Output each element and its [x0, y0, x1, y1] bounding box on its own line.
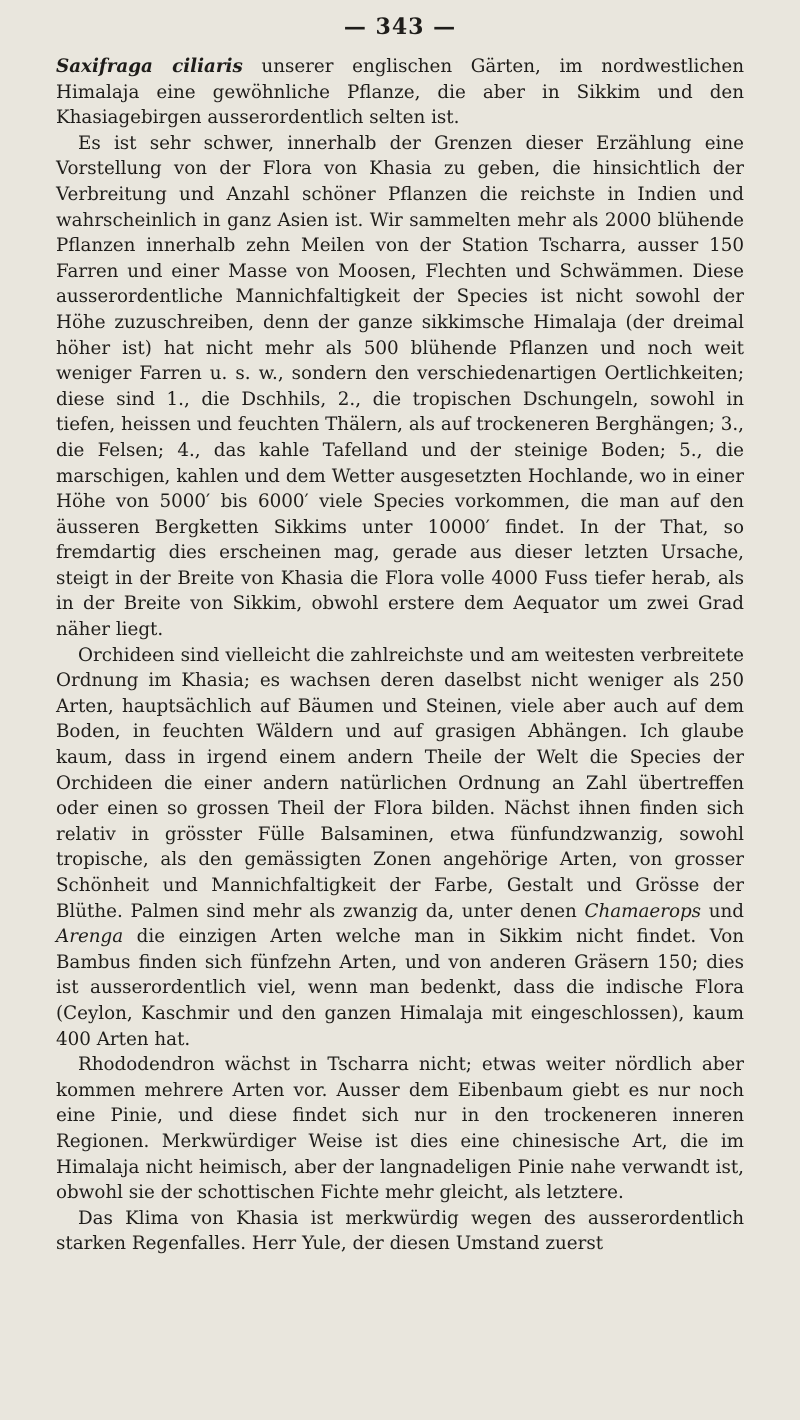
genus-arenga: Arenga [56, 926, 124, 948]
paragraph-flora [56, 131, 744, 643]
paragraph-saxifraga [56, 54, 744, 131]
paragraph-rhododendron [56, 1052, 744, 1206]
paragraph-text: Rhododendron wächst in Tscharra nicht; etwas weiter nördlich aber kommen mehrere Arten vor. Ausser dem Eibenbaum giebt es nur noch eine Pinie, und diese findet sich nur in den trockeneren inneren Regionen. Merkwürdiger Weise ist dies eine chinesische Art, die im Himalaja nicht heimisch, aber der langnadeligen Pinie nahe verwandt ist, obwohl sie der schottischen Fichte mehr gleicht, als letztere. [56, 1054, 744, 1204]
paragraph-text: unserer englischen Gärten, im nordwestlichen Himalaja eine gewöhnliche Pflanze, die aber in Sikkim und den Khasiagebirgen ausserordentlich selten ist. [56, 56, 745, 129]
paragraph-text: und [701, 900, 744, 922]
species-name: Saxifraga ciliaris [56, 56, 243, 77]
paragraph-climate [56, 1206, 744, 1257]
page-number: — 343 — [343, 14, 457, 40]
paragraph-text: Es ist sehr schwer, innerhalb der Grenzen dieser Erzählung eine Vorstellung von der Flora von Khasia zu geben, die hinsichtlich der Verbreitung und Anzahl schöner Pflanzen die reichste in Indien und wahrscheinlich in ganz Asien ist. Wir sammelten mehr als 2000 blühende Pflanzen innerhalb zehn Meilen von der Station Tscharra, ausser 150 Farren und einer Masse von Moosen, Flechten und Schwämmen. Diese ausserordentliche Mannichfaltigkeit der Species ist nicht sowohl der Höhe zuzuschreiben, denn der ganze sikkimsche Himalaja (der dreimal höher ist) hat nicht mehr als 500 blühende Pflanzen und noch weit weniger Farren u. s. w., sondern den verschiedenartigen Oertlichkeiten; diese sind 1., die Dschhils, 2., die tropischen Dschungeln, sowohl in tiefen, heissen und feuchten Thälern, als auf trockeneren Berghängen; 3., die Felsen; 4., das kahle Tafelland und der steinige Boden; 5., die marschigen, kahlen und dem Wetter ausgesetzten Hochlande, wo in einer Höhe von 5000′ bis 6000′ viele Species vorkommen, die man auf den äusseren Bergketten Sikkims unter 10000′ findet. In der That, so fremdartig dies erscheinen mag, gerade aus dieser letzten Ursache, steigt in der Breite von Khasia die Flora volle 4000 Fuss tiefer herab, als in der Breite von Sikkim, obwohl erstere dem Aequator um zwei Grad näher liegt. [56, 132, 744, 641]
genus-chamaerops: Chamaerops [584, 900, 702, 922]
paragraph-orchids [56, 643, 744, 1053]
paragraph-text: Orchideen sind vielleicht die zahlreichste und am weitesten verbreitete Ordnung im Khasia; es wachsen deren daselbst nicht weniger als 250 Arten, hauptsächlich auf Bäumen und Steinen, viele aber auch auf dem Boden, in feuchten Wäldern und auf grasigen Abhängen. Ich glaube kaum, dass in irgend einem andern Theile der Welt die Species der Orchideen die einer andern natürlichen Ordnung an Zahl übertreffen oder einen so grossen Theil der Flora bilden. Nächst ihnen finden sich relativ in grösster Fülle Balsaminen, etwa fünfundzwanzig, sowohl tropische, als den gemässigten Zonen angehörige Arten, von grosser Schönheit und Mannichfaltigkeit der Farbe, Gestalt und Grösse der Blüthe. Palmen sind mehr als zwanzig da, unter denen [56, 644, 744, 922]
paragraph-text: die einzigen Arten welche man in Sikkim nicht findet. Von Bambus finden sich fünfzehn Arten, und von anderen Gräsern 150; dies ist ausserordentlich viel, wenn man bedenkt, dass die indische Flora (Ceylon, Kaschmir und den ganzen Himalaja mit eingeschlossen), kaum 400 Arten hat. [56, 926, 744, 1050]
paragraph-text: Das Klima von Khasia ist merkwürdig wegen des ausserordentlich starken Regenfalles. Herr Yule, der diesen Umstand zuerst [56, 1207, 744, 1255]
